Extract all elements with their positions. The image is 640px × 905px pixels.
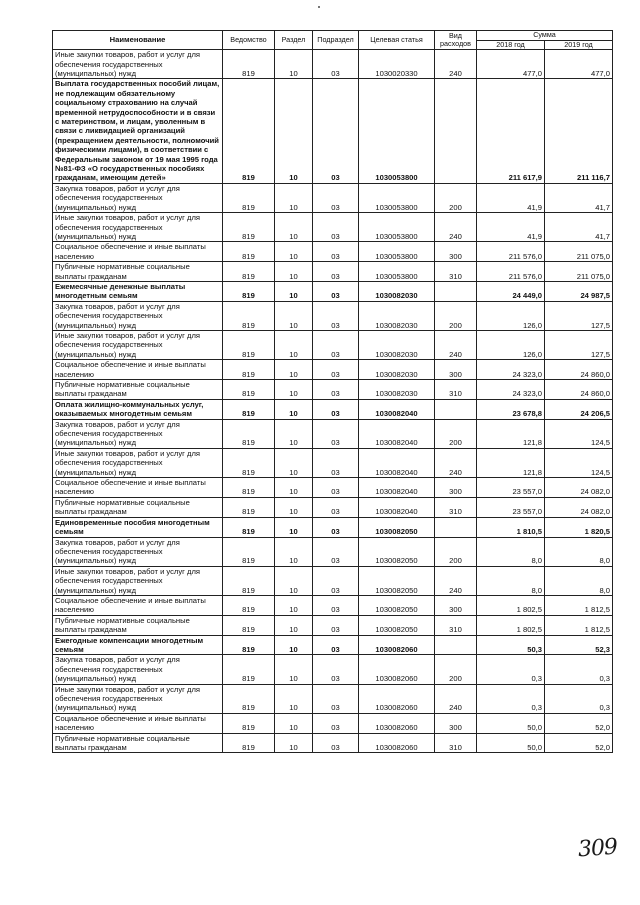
row-name: Иные закупки товаров, работ и услуг для обеспечения государственных (муниципальных) нужд [53,448,223,477]
row-target: 1030082050 [359,615,435,635]
row-target: 1030082030 [359,330,435,359]
row-subsection: 03 [313,684,359,713]
row-expense-type: 240 [435,330,477,359]
row-name: Закупка товаров, работ и услуг для обеспечения государственных (муниципальных) нужд [53,655,223,684]
row-department: 819 [223,655,275,684]
row-name: Социальное обеспечение и иные выплаты населению [53,595,223,615]
row-expense-type: 200 [435,183,477,212]
row-expense-type: 240 [435,566,477,595]
row-expense-type: 310 [435,262,477,282]
row-target: 1030082030 [359,360,435,380]
row-section: 10 [275,595,313,615]
row-target: 1030082060 [359,713,435,733]
row-department: 819 [223,301,275,330]
row-section: 10 [275,242,313,262]
header-name: Наименование [53,31,223,50]
table-row [53,262,613,282]
row-subsection: 03 [313,517,359,537]
table-row [53,615,613,635]
row-sum-2019: 24 082,0 [545,478,613,498]
row-target: 1030082060 [359,684,435,713]
row-sum-2019: 1 812,5 [545,615,613,635]
row-sum-2019: 211 075,0 [545,242,613,262]
row-department: 819 [223,713,275,733]
header-sum: Сумма [477,31,613,41]
row-target: 1030082040 [359,478,435,498]
table-row [53,566,613,595]
row-section: 10 [275,497,313,517]
table-row [53,330,613,359]
row-sum-2018: 23 557,0 [477,478,545,498]
row-sum-2019: 41,7 [545,183,613,212]
header-year-2018: 2018 год [477,40,545,50]
header-year-2019: 2019 год [545,40,613,50]
row-sum-2018: 126,0 [477,330,545,359]
row-department: 819 [223,330,275,359]
table-row [53,399,613,419]
table-row [53,655,613,684]
row-sum-2019: 8,0 [545,566,613,595]
row-sum-2018: 24 323,0 [477,360,545,380]
row-expense-type: 240 [435,684,477,713]
row-section: 10 [275,655,313,684]
row-sum-2019: 52,3 [545,635,613,655]
table-row [53,281,613,301]
header-subsection: Подраздел [313,31,359,50]
row-sum-2018: 1 802,5 [477,595,545,615]
row-subsection: 03 [313,399,359,419]
row-name: Иные закупки товаров, работ и услуг для обеспечения государственных (муниципальных) нужд [53,213,223,242]
row-sum-2019: 1 812,5 [545,595,613,615]
row-section: 10 [275,301,313,330]
table-row [53,380,613,400]
row-section: 10 [275,399,313,419]
row-sum-2018: 1 802,5 [477,615,545,635]
table-row [53,360,613,380]
row-sum-2018: 24 449,0 [477,281,545,301]
row-subsection: 03 [313,537,359,566]
row-section: 10 [275,183,313,212]
row-subsection: 03 [313,281,359,301]
row-target: 1030020330 [359,50,435,79]
row-sum-2018: 211 576,0 [477,242,545,262]
row-target: 1030082060 [359,655,435,684]
row-subsection: 03 [313,655,359,684]
row-expense-type: 240 [435,448,477,477]
row-name: Закупка товаров, работ и услуг для обеспечения государственных (муниципальных) нужд [53,301,223,330]
row-department: 819 [223,448,275,477]
row-sum-2019: 24 082,0 [545,497,613,517]
row-name: Иные закупки товаров, работ и услуг для обеспечения государственных (муниципальных) нужд [53,684,223,713]
row-section: 10 [275,684,313,713]
row-section: 10 [275,448,313,477]
row-name: Ежемесячные денежные выплаты многодетным семьям [53,281,223,301]
row-target: 1030053800 [359,262,435,282]
row-name: Закупка товаров, работ и услуг для обеспечения государственных (муниципальных) нужд [53,183,223,212]
row-expense-type [435,281,477,301]
row-name: Публичные нормативные социальные выплаты гражданам [53,733,223,753]
row-department: 819 [223,566,275,595]
row-department: 819 [223,213,275,242]
row-expense-type: 200 [435,301,477,330]
row-sum-2019: 477,0 [545,50,613,79]
row-target: 1030082050 [359,566,435,595]
row-name: Закупка товаров, работ и услуг для обеспечения государственных (муниципальных) нужд [53,419,223,448]
row-target: 1030082030 [359,281,435,301]
row-section: 10 [275,213,313,242]
row-target: 1030082050 [359,595,435,615]
row-department: 819 [223,183,275,212]
row-sum-2018: 50,0 [477,733,545,753]
row-subsection: 03 [313,478,359,498]
row-section: 10 [275,419,313,448]
row-target: 1030082040 [359,497,435,517]
row-expense-type [435,399,477,419]
row-section: 10 [275,635,313,655]
row-section: 10 [275,537,313,566]
table-row [53,301,613,330]
row-sum-2018: 121,8 [477,448,545,477]
row-expense-type: 300 [435,595,477,615]
row-sum-2019: 124,5 [545,448,613,477]
row-sum-2019: 1 820,5 [545,517,613,537]
row-sum-2019: 24 206,5 [545,399,613,419]
row-target: 1030053800 [359,242,435,262]
table-row [53,497,613,517]
row-subsection: 03 [313,448,359,477]
table-row [53,448,613,477]
row-sum-2018: 477,0 [477,50,545,79]
row-sum-2018: 1 810,5 [477,517,545,537]
row-name: Публичные нормативные социальные выплаты гражданам [53,497,223,517]
row-department: 819 [223,242,275,262]
table-row [53,684,613,713]
row-name: Социальное обеспечение и иные выплаты населению [53,242,223,262]
table-row [53,595,613,615]
row-department: 819 [223,380,275,400]
row-expense-type [435,79,477,183]
row-department: 819 [223,517,275,537]
row-section: 10 [275,262,313,282]
row-name: Иные закупки товаров, работ и услуг для обеспечения государственных (муниципальных) нужд [53,330,223,359]
row-expense-type: 200 [435,655,477,684]
row-subsection: 03 [313,242,359,262]
row-sum-2019: 24 987,5 [545,281,613,301]
row-name: Публичные нормативные социальные выплаты гражданам [53,615,223,635]
row-name: Публичные нормативные социальные выплаты гражданам [53,380,223,400]
row-target: 1030082030 [359,301,435,330]
table-header [53,31,613,50]
row-subsection: 03 [313,733,359,753]
row-sum-2018: 211 617,9 [477,79,545,183]
row-name: Закупка товаров, работ и услуг для обеспечения государственных (муниципальных) нужд [53,537,223,566]
table-row [53,733,613,753]
row-target: 1030082060 [359,635,435,655]
row-name: Ежегодные компенсации многодетным семьям [53,635,223,655]
row-sum-2018: 121,8 [477,419,545,448]
row-department: 819 [223,79,275,183]
row-name: Социальное обеспечение и иные выплаты населению [53,713,223,733]
row-sum-2018: 50,3 [477,635,545,655]
row-department: 819 [223,635,275,655]
row-sum-2019: 124,5 [545,419,613,448]
row-sum-2019: 211 075,0 [545,262,613,282]
row-section: 10 [275,380,313,400]
row-name: Иные закупки товаров, работ и услуг для обеспечения государственных (муниципальных) нужд [53,50,223,79]
table-row [53,713,613,733]
row-department: 819 [223,497,275,517]
row-subsection: 03 [313,330,359,359]
table-row [53,183,613,212]
row-section: 10 [275,50,313,79]
row-subsection: 03 [313,79,359,183]
row-section: 10 [275,79,313,183]
row-subsection: 03 [313,595,359,615]
row-sum-2019: 127,5 [545,330,613,359]
row-department: 819 [223,615,275,635]
row-section: 10 [275,360,313,380]
row-target: 1030082030 [359,380,435,400]
table-row [53,635,613,655]
row-target: 1030053800 [359,183,435,212]
row-expense-type: 300 [435,242,477,262]
row-sum-2019: 127,5 [545,301,613,330]
row-subsection: 03 [313,183,359,212]
row-target: 1030082040 [359,448,435,477]
row-subsection: 03 [313,615,359,635]
table-row [53,213,613,242]
row-department: 819 [223,281,275,301]
row-name: Оплата жилищно-коммунальных услуг, оказываемых многодетным семьям [53,399,223,419]
table-row [53,478,613,498]
table-row [53,537,613,566]
row-sum-2018: 41,9 [477,213,545,242]
row-expense-type [435,635,477,655]
row-subsection: 03 [313,497,359,517]
row-department: 819 [223,595,275,615]
row-expense-type [435,517,477,537]
row-subsection: 03 [313,213,359,242]
table-row [53,50,613,79]
row-section: 10 [275,566,313,595]
row-department: 819 [223,733,275,753]
row-sum-2018: 24 323,0 [477,380,545,400]
row-department: 819 [223,684,275,713]
row-sum-2018: 0,3 [477,684,545,713]
table-row [53,517,613,537]
row-expense-type: 200 [435,419,477,448]
row-subsection: 03 [313,50,359,79]
row-section: 10 [275,733,313,753]
row-sum-2018: 23 678,8 [477,399,545,419]
row-sum-2019: 24 860,0 [545,360,613,380]
row-expense-type: 310 [435,615,477,635]
row-expense-type: 310 [435,733,477,753]
row-expense-type: 310 [435,497,477,517]
row-sum-2019: 0,3 [545,655,613,684]
row-expense-type: 200 [435,537,477,566]
row-subsection: 03 [313,262,359,282]
row-sum-2019: 24 860,0 [545,380,613,400]
row-section: 10 [275,713,313,733]
row-target: 1030082040 [359,419,435,448]
row-target: 1030053800 [359,213,435,242]
row-sum-2019: 52,0 [545,713,613,733]
row-name: Публичные нормативные социальные выплаты гражданам [53,262,223,282]
row-name: Социальное обеспечение и иные выплаты населению [53,360,223,380]
row-subsection: 03 [313,380,359,400]
row-sum-2018: 126,0 [477,301,545,330]
table-row [53,419,613,448]
row-target: 1030082050 [359,537,435,566]
table-row [53,242,613,262]
row-sum-2018: 50,0 [477,713,545,733]
row-sum-2019: 8,0 [545,537,613,566]
row-sum-2018: 41,9 [477,183,545,212]
row-section: 10 [275,478,313,498]
row-sum-2019: 52,0 [545,733,613,753]
row-target: 1030082050 [359,517,435,537]
row-target: 1030053800 [359,79,435,183]
row-name: Иные закупки товаров, работ и услуг для обеспечения государственных (муниципальных) нужд [53,566,223,595]
row-sum-2019: 211 116,7 [545,79,613,183]
scan-dot-mark [318,6,320,8]
row-subsection: 03 [313,713,359,733]
row-sum-2018: 211 576,0 [477,262,545,282]
row-sum-2018: 8,0 [477,537,545,566]
row-department: 819 [223,399,275,419]
row-department: 819 [223,360,275,380]
row-subsection: 03 [313,301,359,330]
row-department: 819 [223,478,275,498]
row-department: 819 [223,262,275,282]
row-target: 1030082060 [359,733,435,753]
row-department: 819 [223,419,275,448]
row-name: Социальное обеспечение и иные выплаты населению [53,478,223,498]
row-expense-type: 300 [435,360,477,380]
header-target: Целевая статья [359,31,435,50]
row-expense-type: 240 [435,50,477,79]
row-subsection: 03 [313,419,359,448]
row-section: 10 [275,615,313,635]
row-sum-2018: 23 557,0 [477,497,545,517]
row-subsection: 03 [313,566,359,595]
row-expense-type: 240 [435,213,477,242]
row-sum-2019: 0,3 [545,684,613,713]
table-row [53,79,613,183]
row-name: Единовременные пособия многодетным семьям [53,517,223,537]
row-expense-type: 300 [435,478,477,498]
row-section: 10 [275,330,313,359]
header-section: Раздел [275,31,313,50]
header-expense-type: Вид расходов [435,31,477,50]
handwritten-page-number: 309 [577,834,618,863]
header-department: Ведомство [223,31,275,50]
row-sum-2019: 41,7 [545,213,613,242]
row-sum-2018: 8,0 [477,566,545,595]
row-section: 10 [275,517,313,537]
budget-table [52,30,613,753]
row-expense-type: 310 [435,380,477,400]
row-department: 819 [223,50,275,79]
row-name: Выплата государственных пособий лицам, не подлежащим обязательному социальному страхованию на случай временной нетрудоспособности и в связи с материнством, и лицам, уволенным в связи с ликвидацией организаций (прекращением деятельности, полномочий физическими лицами), в соответствии с Федеральным законом от 19 мая 1995 года №81-ФЗ «О государственных пособиях гражданам, имеющим детей» [53,79,223,183]
row-expense-type: 300 [435,713,477,733]
row-section: 10 [275,281,313,301]
row-subsection: 03 [313,635,359,655]
table-body [53,50,613,753]
row-subsection: 03 [313,360,359,380]
row-sum-2018: 0,3 [477,655,545,684]
row-department: 819 [223,537,275,566]
row-target: 1030082040 [359,399,435,419]
